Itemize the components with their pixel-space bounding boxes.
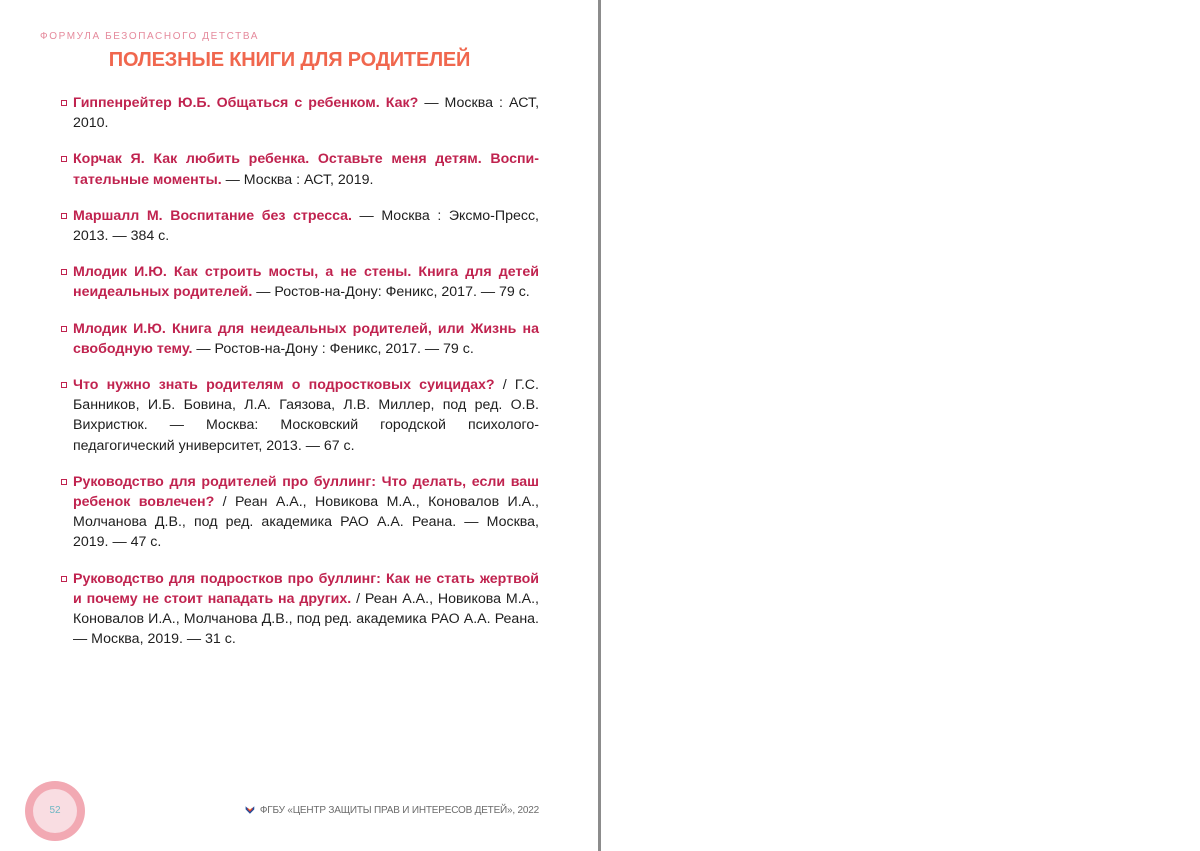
- book-title: Руководство для подростков про буллинг: Как не стать жертвой и почему не стоит нападать на других.: [73, 570, 539, 607]
- book-title: Что нужно знать родителям о подростковых суицидах?: [73, 377, 495, 394]
- square-bullet-icon: [61, 326, 67, 332]
- page-number-badge: [25, 781, 85, 841]
- book-details: — Москва : Эксмо-Пресс, 2013. — 384 с.: [73, 207, 539, 245]
- book-title: Корчак Я. Как любить ребенка. Оставьте меня детям. Воспитательные моменты.: [73, 151, 539, 188]
- square-bullet-icon: [61, 269, 67, 275]
- square-bullet-icon: [61, 156, 67, 162]
- book-details: / Г.С. Банников, И.Б. Бовина, Л.А. Гаязова, Л.В. Миллер, под ред. О.В. Вихристюк. — Москва: Московский городской психолого-педагогический университет, 2013. — 67 с.: [73, 377, 539, 454]
- book-details: — Москва : АСТ, 2019.: [221, 171, 374, 188]
- book-title: Гиппенрейтер Ю.Б. Общаться с ребенком. Как?: [73, 95, 419, 111]
- list-item: [60, 262, 539, 302]
- book-details: / Реан А.А., Новикова М.А., Коновалов И.А., Молчанова Д.В., под ред. академика РАО А.А. Реана. — Москва, 2019. — 47 с.: [73, 494, 539, 551]
- series-title: ФОРМУЛА БЕЗОПАСНОГО ДЕТСТВА: [40, 31, 260, 42]
- list-item: [60, 206, 539, 246]
- square-bullet-icon: [61, 213, 67, 219]
- book-title: Млодик И.Ю. Книга для неидеальных родителей, или Жизнь на свободную тему.: [73, 320, 539, 357]
- footer: [245, 802, 539, 818]
- organization-logo-icon: [245, 802, 255, 818]
- book-title: Руководство для родителей про буллинг: Что делать, если ваш ребенок вовлечен?: [73, 473, 539, 511]
- book-details: — Москва : АСТ, 2010.: [73, 95, 540, 132]
- book-details: — Ростов-на-Дону : Феникс, 2017. — 79 с.: [192, 340, 474, 357]
- page-number: 52: [49, 805, 61, 816]
- list-item: [60, 569, 539, 650]
- list-item: [60, 375, 539, 456]
- book-details: / Реан А.А., Новикова М.А., Коновалов И.А., Молчанова Д.В., под ред. академика РАО А.А. Реана. — Москва, 2019. — 31 с.: [73, 590, 539, 648]
- square-bullet-icon: [61, 382, 67, 388]
- list-item: [60, 319, 539, 359]
- square-bullet-icon: [61, 576, 67, 582]
- book-title: Млодик И.Ю. Как строить мосты, а не стены. Книга для детей неидеальных родителей.: [73, 264, 539, 301]
- right-page: [601, 0, 1200, 851]
- list-item: [60, 93, 539, 133]
- list-item: [60, 149, 539, 189]
- square-bullet-icon: [61, 479, 67, 485]
- page-title: ПОЛЕЗНЫЕ КНИГИ ДЛЯ РОДИТЕЛЕЙ: [108, 49, 471, 71]
- book-title: Маршалл М. Воспитание без стресса.: [73, 207, 352, 224]
- book-list: [60, 93, 539, 665]
- list-item: [60, 472, 539, 553]
- book-details: — Ростов-на-Дону: Феникс, 2017. — 79 с.: [252, 284, 530, 301]
- square-bullet-icon: [61, 100, 67, 106]
- footer-organization: ФГБУ «ЦЕНТР ЗАЩИТЫ ПРАВ И ИНТЕРЕСОВ ДЕТЕЙ», 2022: [259, 804, 539, 816]
